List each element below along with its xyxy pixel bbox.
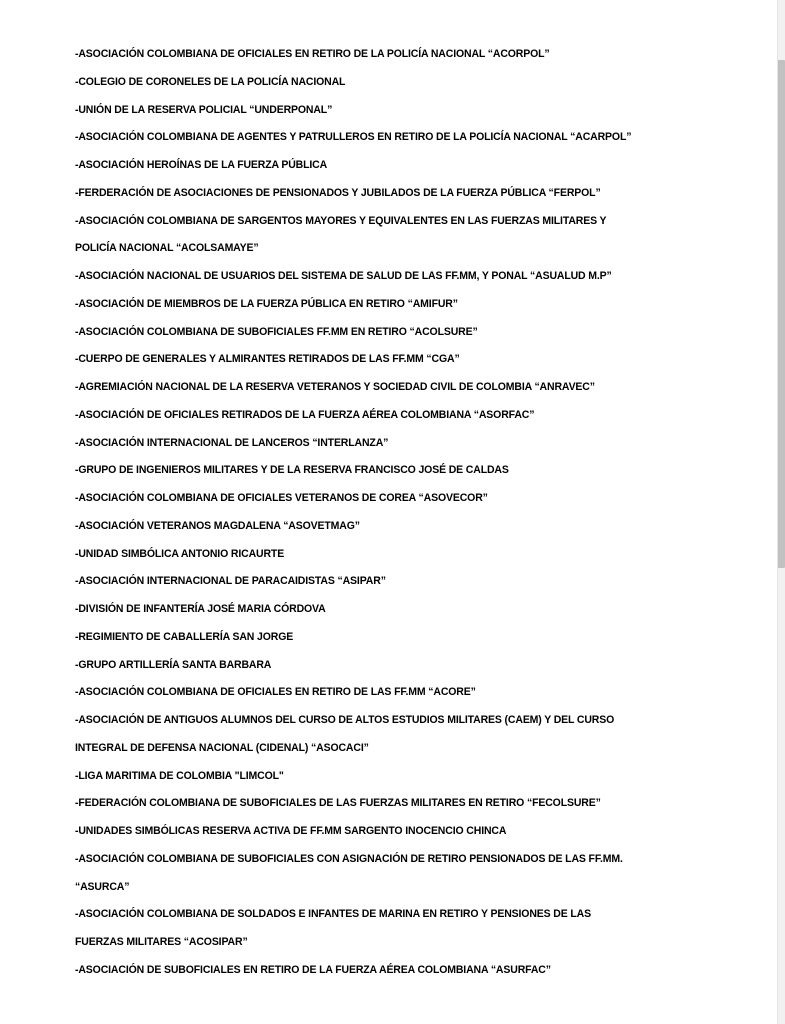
document-line: -ASOCIACIÓN COLOMBIANA DE OFICIALES VETERANOS DE COREA “ASOVECOR”: [75, 492, 488, 504]
document-line: -ASOCIACIÓN DE MIEMBROS DE LA FUERZA PÚBLICA EN RETIRO “AMIFUR”: [75, 297, 458, 310]
document-line: -FERDERACIÓN DE ASOCIACIONES DE PENSIONADOS Y JUBILADOS DE LA FUERZA PÚBLICA “FERPOL”: [75, 186, 601, 199]
document-line: -ASOCIACIÓN COLOMBIANA DE AGENTES Y PATRULLEROS EN RETIRO DE LA POLICÍA NACIONAL “ACARPOL”: [75, 131, 632, 144]
document-line: -ASOCIACIÓN COLOMBIANA DE SARGENTOS MAYORES Y EQUIVALENTES EN LAS FUERZAS MILITARES Y: [75, 214, 607, 227]
document-line: -UNIDAD SIMBÓLICA ANTONIO RICAURTE: [75, 547, 285, 560]
document-line: -ASOCIACIÓN COLOMBIANA DE OFICIALES EN RETIRO DE LAS FF.MM “ACORE”: [75, 686, 476, 699]
organization-list: [75, 45, 765, 989]
document-line: -ASOCIACIÓN DE SUBOFICIALES EN RETIRO DE LA FUERZA AÉREA COLOMBIANA “ASURFAC”: [75, 963, 551, 976]
document-line: POLICÍA NACIONAL “ACOLSAMAYE”: [75, 242, 259, 255]
document-line: INTEGRAL DE DEFENSA NACIONAL (CIDENAL) “ASOCACI”: [75, 741, 369, 754]
document-line: -ASOCIACIÓN COLOMBIANA DE SUBOFICIALES CON ASIGNACIÓN DE RETIRO PENSIONADOS DE LAS FF.MM.: [75, 852, 623, 865]
document-line: -CUERPO DE GENERALES Y ALMIRANTES RETIRADOS DE LAS FF.MM “CGA”: [75, 353, 460, 366]
document-line: -DIVISIÓN DE INFANTERÍA JOSÉ MARIA CÓRDOVA: [75, 603, 326, 615]
document-line: FUERZAS MILITARES “ACOSIPAR”: [75, 936, 248, 948]
document-line: -ASOCIACIÓN VETERANOS MAGDALENA “ASOVETMAG”: [75, 519, 360, 532]
document-line: -LIGA MARITIMA DE COLOMBIA "LIMCOL": [75, 769, 284, 782]
vertical-scrollbar[interactable]: [777, 0, 785, 1024]
document-line: -ASOCIACIÓN COLOMBIANA DE SUBOFICIALES FF.MM EN RETIRO “ACOLSURE”: [75, 325, 478, 338]
document-line: -ASOCIACIÓN INTERNACIONAL DE LANCEROS “INTERLANZA”: [75, 436, 389, 449]
document-line: -UNIÓN DE LA RESERVA POLICIAL “UNDERPONAL”: [75, 103, 333, 116]
document-line: -ASOCIACIÓN COLOMBIANA DE OFICIALES EN RETIRO DE LA POLICÍA NACIONAL “ACORPOL”: [75, 48, 550, 60]
document-line: “ASURCA”: [75, 880, 130, 893]
document-line: -COLEGIO DE CORONELES DE LA POLICÍA NACIONAL: [75, 75, 346, 88]
scrollbar-thumb[interactable]: [778, 60, 785, 568]
document-line: -FEDERACIÓN COLOMBIANA DE SUBOFICIALES DE LAS FUERZAS MILITARES EN RETIRO “FECOLSURE”: [75, 797, 601, 810]
document-line: -ASOCIACIÓN DE ANTIGUOS ALUMNOS DEL CURSO DE ALTOS ESTUDIOS MILITARES (CAEM) Y DEL CURSO: [75, 714, 615, 726]
document-line: -GRUPO ARTILLERÍA SANTA BARBARA: [75, 658, 272, 671]
document-line: -ASOCIACIÓN COLOMBIANA DE SOLDADOS E INFANTES DE MARINA EN RETIRO Y PENSIONES DE LAS: [75, 908, 591, 921]
document-line: -ASOCIACIÓN HEROÍNAS DE LA FUERZA PÚBLICA: [75, 159, 328, 171]
document-line: -ASOCIACIÓN DE OFICIALES RETIRADOS DE LA FUERZA AÉREA COLOMBIANA “ASORFAC”: [75, 408, 535, 421]
document-line: -ASOCIACIÓN INTERNACIONAL DE PARACAIDISTAS “ASIPAR”: [75, 575, 386, 588]
document-line: -GRUPO DE INGENIEROS MILITARES Y DE LA RESERVA FRANCISCO JOSÉ DE CALDAS: [75, 464, 509, 477]
document-line: -REGIMIENTO DE CABALLERÍA SAN JORGE: [75, 630, 294, 643]
document-line: -UNIDADES SIMBÓLICAS RESERVA ACTIVA DE FF.MM SARGENTO INOCENCIO CHINCA: [75, 825, 507, 837]
document-line: -AGREMIACIÓN NACIONAL DE LA RESERVA VETERANOS Y SOCIEDAD CIVIL DE COLOMBIA “ANRAVEC”: [75, 381, 595, 393]
document-line: -ASOCIACIÓN NACIONAL DE USUARIOS DEL SISTEMA DE SALUD DE LAS FF.MM, Y PONAL “ASUALUD M.P”: [75, 270, 612, 282]
